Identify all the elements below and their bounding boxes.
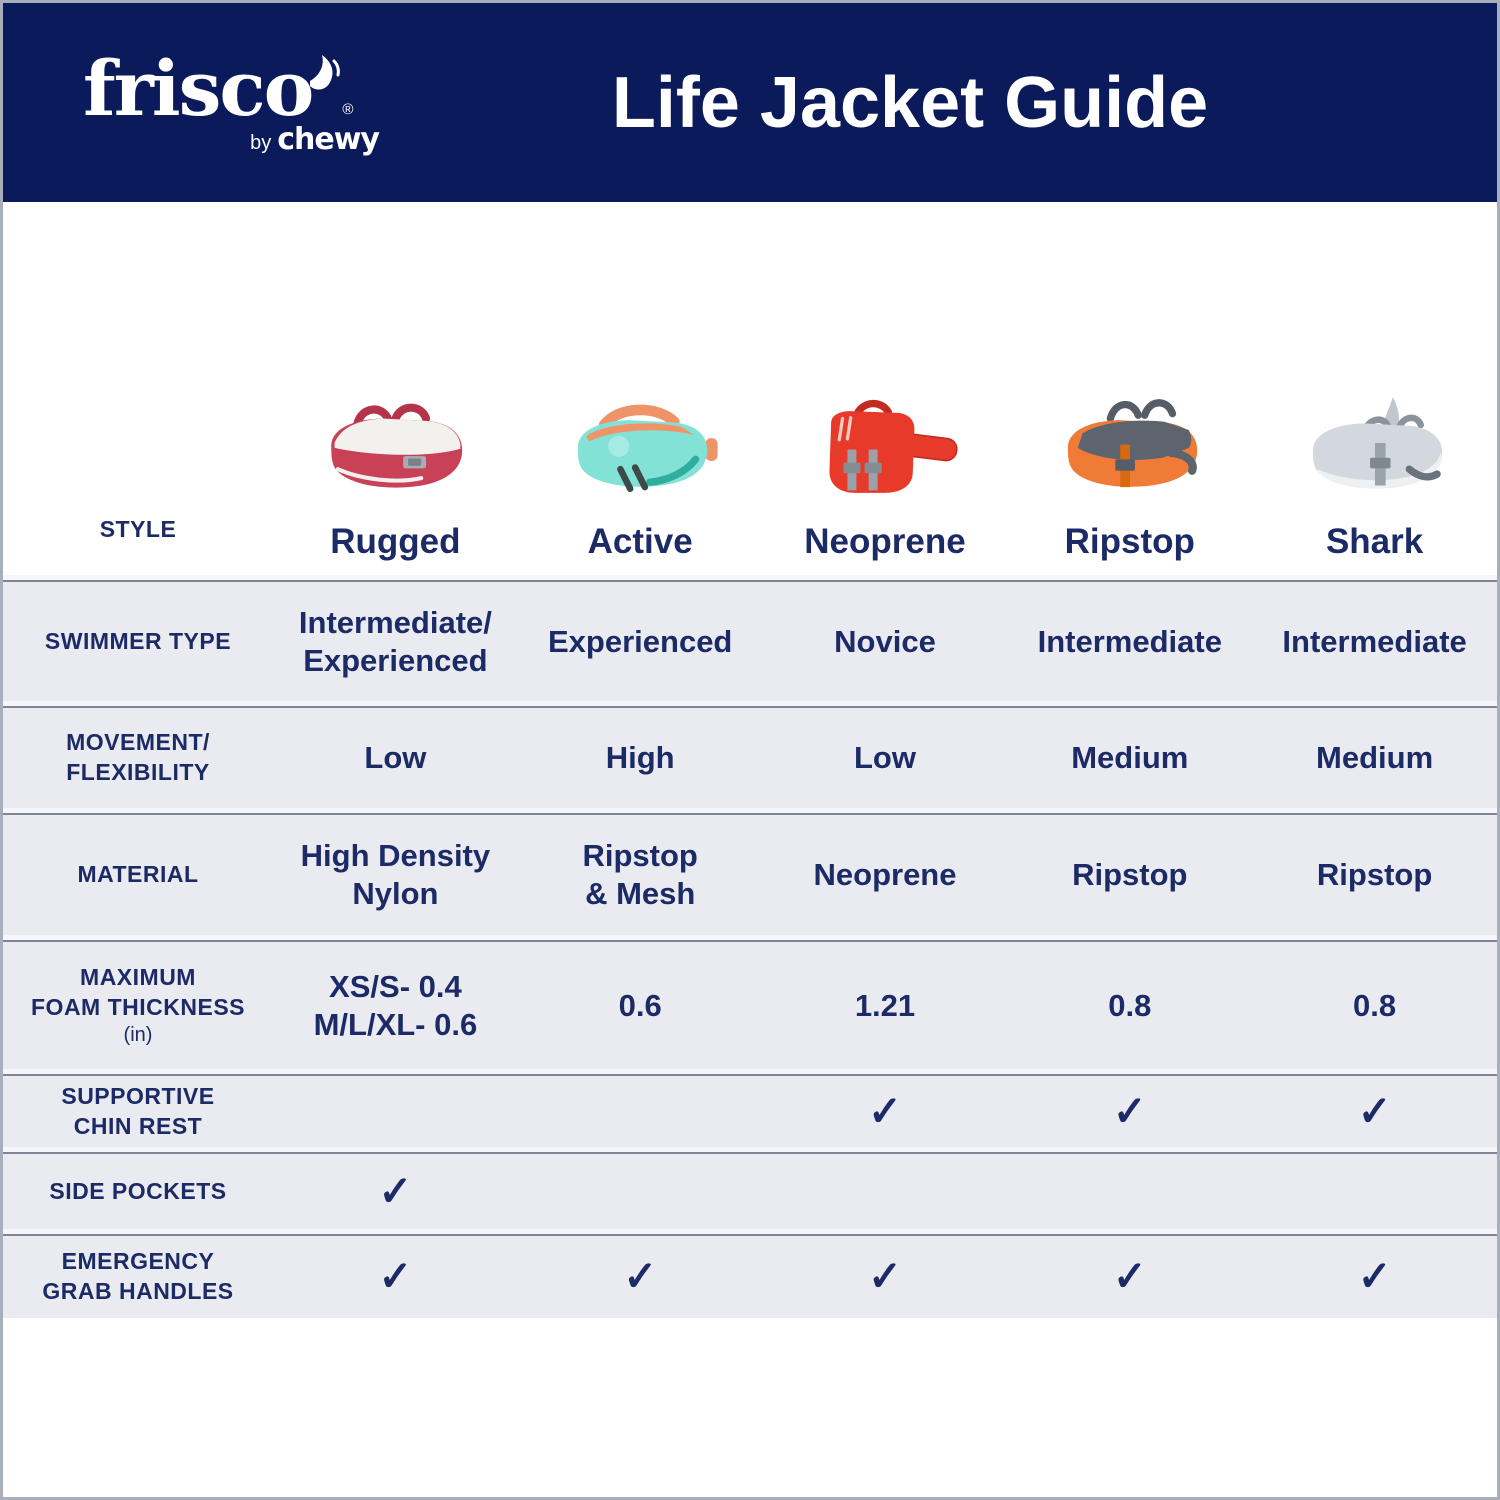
cell-material-shark [1252, 856, 1497, 894]
cell-value-line: Intermediate/ [298, 604, 492, 640]
row-label-movement-flexibility [3, 728, 273, 788]
row-label-maximum-foam-thickness [3, 963, 273, 1049]
byline-by-text: by [250, 131, 272, 154]
checkmark-icon: ✓ [868, 1088, 902, 1135]
cell-emergency-grab-handles-ripstop [1007, 1253, 1252, 1301]
row-label-line: MATERIAL [77, 861, 199, 888]
cell-maximum-foam-thickness-neoprene [763, 987, 1008, 1025]
cell-maximum-foam-thickness-active [518, 987, 763, 1025]
checkmark-icon: ✓ [378, 1253, 413, 1301]
checkmark-icon: ✓ [868, 1253, 902, 1301]
product-rugged [273, 394, 518, 575]
cell-value-line: High Density [300, 838, 491, 874]
cell-value-line: High [605, 740, 675, 776]
product-neoprene [763, 394, 1008, 575]
row-separator [3, 575, 1497, 582]
row-separator [3, 1069, 1497, 1076]
row-separator [3, 1229, 1497, 1236]
cell-material-neoprene [763, 856, 1008, 894]
cell-value-line: 0.8 [1108, 987, 1152, 1023]
row-label-line: SIDE POCKETS [49, 1177, 227, 1204]
product-active [518, 394, 763, 575]
row-side-pockets [3, 1154, 1497, 1229]
row-material [3, 815, 1497, 935]
registered-trademark-symbol: ® [342, 100, 354, 118]
neoprene-life-jacket-icon [795, 394, 975, 510]
row-emergency-grab-handles [3, 1236, 1497, 1318]
cell-material-rugged [273, 837, 518, 913]
checkmark-icon: ✓ [1113, 1088, 1147, 1135]
style-row-label: STYLE [99, 516, 177, 543]
checkmark-icon: ✓ [1357, 1253, 1392, 1301]
cell-material-ripstop [1007, 856, 1252, 894]
frisco-logo-tail-icon [308, 53, 344, 97]
cell-maximum-foam-thickness-rugged [273, 968, 518, 1044]
row-label-line: GRAB HANDLES [42, 1278, 234, 1304]
chewy-logo-text: chewy [277, 121, 379, 157]
page-title: Life Jacket Guide [611, 62, 1209, 143]
product-shark [1252, 394, 1497, 575]
cell-value-line: Medium [1316, 740, 1434, 776]
cell-material-active [518, 837, 763, 913]
cell-supportive-chin-rest-neoprene [763, 1088, 1008, 1135]
cell-swimmer-type-neoprene [763, 623, 1008, 661]
cell-supportive-chin-rest-ripstop [1007, 1088, 1252, 1135]
cell-emergency-grab-handles-active [518, 1253, 763, 1301]
cell-emergency-grab-handles-rugged [273, 1253, 518, 1301]
product-name: Rugged [330, 522, 461, 561]
row-label-supportive-chin-rest [3, 1082, 273, 1142]
cell-movement-flexibility-neoprene [763, 739, 1008, 777]
cell-value-line: & Mesh [585, 876, 696, 911]
row-label-note: (in) [123, 1024, 153, 1047]
cell-value-line: XS/S- 0.4 [329, 968, 462, 1004]
cell-value-line: 0.8 [1353, 987, 1397, 1023]
cell-value-line: Low [853, 740, 916, 776]
product-name: Ripstop [1064, 522, 1195, 561]
product-ripstop [1007, 394, 1252, 575]
cell-emergency-grab-handles-shark [1252, 1253, 1497, 1301]
cell-value-line: 1.21 [854, 987, 916, 1023]
row-swimmer-type [3, 582, 1497, 701]
frisco-logo-wordmark [83, 43, 383, 133]
cell-value-line: Medium [1071, 740, 1189, 776]
checkmark-icon: ✓ [623, 1253, 657, 1301]
row-movement-flexibility [3, 708, 1497, 808]
cell-supportive-chin-rest-shark [1252, 1088, 1497, 1135]
row-label-emergency-grab-handles [3, 1247, 273, 1307]
cell-value-line: Ripstop [1072, 857, 1188, 893]
cell-value-line: Experienced [303, 642, 488, 678]
row-supportive-chin-rest [3, 1076, 1497, 1147]
comparison-table [3, 575, 1497, 1318]
cell-movement-flexibility-ripstop [1007, 739, 1252, 777]
cell-swimmer-type-active [518, 623, 763, 661]
row-separator [3, 701, 1497, 708]
row-maximum-foam-thickness [3, 942, 1497, 1069]
cell-value-line: Ripstop [1316, 857, 1433, 893]
cell-value-line: Novice [834, 623, 936, 659]
cell-swimmer-type-ripstop [1007, 623, 1252, 661]
row-label-line: MAXIMUM [80, 963, 196, 990]
cell-movement-flexibility-active [518, 739, 763, 777]
checkmark-icon: ✓ [378, 1168, 413, 1215]
row-label-line: EMERGENCY [61, 1248, 215, 1275]
cell-value-line: Intermediate [1282, 623, 1467, 659]
cell-emergency-grab-handles-neoprene [763, 1253, 1008, 1301]
ripstop-life-jacket-icon [1040, 394, 1220, 510]
product-name: Active [587, 522, 693, 561]
cell-side-pockets-rugged [273, 1168, 518, 1215]
cell-movement-flexibility-rugged [273, 739, 518, 777]
row-label-line: SWIMMER TYPE [44, 627, 232, 654]
row-label-line: CHIN REST [73, 1112, 203, 1139]
frisco-logo-text: frisco [83, 43, 313, 133]
cell-value-line: Neoprene [813, 857, 957, 893]
shark-life-jacket-icon [1285, 394, 1465, 510]
row-label-line: SUPPORTIVE [61, 1082, 215, 1109]
cell-value-line: M/L/XL- 0.6 [313, 1006, 478, 1042]
cell-value-line: Experienced [548, 623, 733, 659]
product-name: Shark [1325, 522, 1424, 561]
row-separator [3, 1147, 1497, 1154]
active-life-jacket-icon [550, 394, 730, 510]
cell-swimmer-type-shark [1252, 623, 1497, 661]
cell-swimmer-type-rugged [273, 604, 518, 680]
cell-value-line: Low [364, 740, 427, 776]
cell-value-line: Nylon [352, 876, 439, 911]
cell-value-line: 0.6 [618, 987, 662, 1023]
row-label-swimmer-type [3, 627, 273, 657]
row-label-line: FOAM THICKNESS [31, 993, 245, 1020]
checkmark-icon: ✓ [1113, 1253, 1147, 1301]
style-row [3, 202, 1497, 575]
frisco-logo [83, 43, 383, 157]
cell-value-line: Ripstop [582, 838, 698, 874]
cell-movement-flexibility-shark [1252, 739, 1497, 777]
cell-maximum-foam-thickness-ripstop [1007, 987, 1252, 1025]
row-separator [3, 935, 1497, 942]
row-label-line: MOVEMENT/ [66, 729, 210, 756]
row-label-side-pockets [3, 1177, 273, 1207]
header [3, 3, 1497, 202]
row-label-material [3, 860, 273, 890]
rugged-life-jacket-icon [305, 394, 485, 510]
cell-value-line: Intermediate [1037, 623, 1222, 659]
row-separator [3, 808, 1497, 815]
product-name: Neoprene [804, 522, 966, 561]
row-label-line: FLEXIBILITY [66, 759, 210, 785]
cell-maximum-foam-thickness-shark [1252, 987, 1497, 1025]
checkmark-icon: ✓ [1357, 1088, 1392, 1135]
